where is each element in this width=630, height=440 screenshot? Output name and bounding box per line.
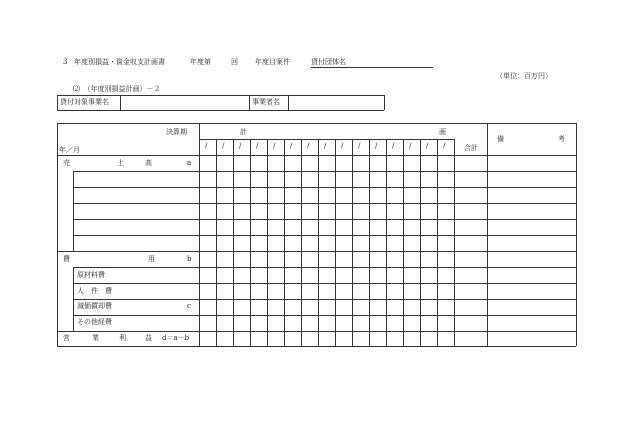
period-value-cell[interactable] [285, 172, 301, 187]
period-value-cell[interactable] [268, 188, 284, 203]
period-value-cell[interactable] [319, 220, 335, 235]
sales-char-3: 高 [145, 159, 152, 167]
period-value-cell[interactable] [353, 300, 369, 315]
total-value-cell[interactable] [455, 284, 487, 299]
op-profit-char-4: 益 [145, 334, 152, 342]
period-value-cell[interactable] [387, 300, 403, 315]
period-value-cell[interactable] [353, 284, 369, 299]
remarks-cell[interactable] [488, 172, 576, 187]
period-value-cell[interactable] [234, 252, 250, 267]
period-value-cell[interactable] [370, 252, 386, 267]
period-value-cell[interactable] [302, 268, 318, 283]
period-value-cell[interactable] [370, 268, 386, 283]
period-value-cell[interactable] [285, 268, 301, 283]
total-label: 合計 [464, 144, 478, 152]
period-value-cell[interactable] [438, 268, 454, 283]
period-mark: / [358, 142, 361, 150]
project-name-field[interactable] [121, 96, 248, 109]
remarks-cell[interactable] [488, 236, 576, 251]
period-value-cell[interactable] [353, 220, 369, 235]
labor-label: 人 件 費 [77, 287, 112, 295]
period-value-cell[interactable] [319, 172, 335, 187]
period-value-cell[interactable] [319, 236, 335, 251]
period-value-cell[interactable] [217, 172, 233, 187]
period-value-cell[interactable] [421, 188, 437, 203]
round-label: 回 [231, 58, 238, 66]
period-value-cell[interactable] [370, 188, 386, 203]
period-value-cell[interactable] [285, 236, 301, 251]
period-value-cell[interactable] [251, 268, 267, 283]
period-value-cell[interactable] [336, 316, 352, 331]
period-value-cell[interactable] [353, 156, 369, 171]
org-name-field[interactable] [311, 59, 433, 68]
period-mark: / [426, 142, 429, 150]
period-value-cell[interactable] [336, 236, 352, 251]
period-value-cell[interactable] [302, 300, 318, 315]
header-split-line [199, 139, 454, 140]
period-value-cell[interactable] [387, 204, 403, 219]
period-value-cell[interactable] [285, 252, 301, 267]
period-value-cell[interactable] [217, 300, 233, 315]
period-value-cell[interactable] [268, 332, 284, 346]
period-value-cell[interactable] [421, 172, 437, 187]
period-label: 決算期 [166, 128, 187, 136]
form-number: 3 [63, 58, 68, 66]
unit-note: （単位：百万円） [496, 72, 552, 80]
period-value-cell[interactable] [234, 332, 250, 346]
period-value-cell[interactable] [251, 156, 267, 171]
sales-char-2: 上 [117, 159, 124, 167]
operator-field[interactable] [289, 96, 383, 109]
period-value-cell[interactable] [404, 268, 420, 283]
remarks-label-right: 考 [558, 135, 565, 143]
period-value-cell[interactable] [200, 236, 216, 251]
period-value-cell[interactable] [200, 188, 216, 203]
period-value-cell[interactable] [319, 204, 335, 219]
period-value-cell[interactable] [302, 236, 318, 251]
period-value-cell[interactable] [370, 220, 386, 235]
table-border-bottom [57, 346, 576, 347]
period-value-cell[interactable] [387, 172, 403, 187]
period-value-cell[interactable] [421, 332, 437, 346]
period-value-cell[interactable] [285, 332, 301, 346]
period-value-cell[interactable] [387, 156, 403, 171]
remarks-cell[interactable] [488, 284, 576, 299]
table-border-top [57, 123, 576, 124]
op-profit-formula: d＝a－b [162, 334, 190, 342]
period-value-cell[interactable] [353, 332, 369, 346]
period-value-cell[interactable] [302, 204, 318, 219]
period-value-cell[interactable] [353, 188, 369, 203]
remarks-cell[interactable] [488, 220, 576, 235]
remarks-label-left: 備 [497, 135, 504, 143]
total-value-cell[interactable] [455, 188, 487, 203]
expense-code: b [187, 255, 192, 263]
remarks-cell[interactable] [488, 252, 576, 267]
period-value-cell[interactable] [234, 188, 250, 203]
period-value-cell[interactable] [421, 268, 437, 283]
period-value-cell[interactable] [319, 188, 335, 203]
period-value-cell[interactable] [200, 332, 216, 346]
remarks-cell[interactable] [488, 332, 576, 346]
total-value-cell[interactable] [455, 300, 487, 315]
period-value-cell[interactable] [370, 172, 386, 187]
period-value-cell[interactable] [421, 300, 437, 315]
period-value-cell[interactable] [251, 284, 267, 299]
period-mark: / [341, 142, 344, 150]
operator-label: 事業者名 [252, 98, 280, 106]
table-border-left [57, 123, 58, 346]
period-value-cell[interactable] [438, 156, 454, 171]
total-value-cell[interactable] [455, 156, 487, 171]
period-value-cell[interactable] [370, 204, 386, 219]
period-value-cell[interactable] [387, 220, 403, 235]
period-value-cell[interactable] [268, 316, 284, 331]
period-value-cell[interactable] [387, 316, 403, 331]
period-value-cell[interactable] [370, 316, 386, 331]
period-value-cell[interactable] [217, 316, 233, 331]
total-value-cell[interactable] [455, 172, 487, 187]
period-value-cell[interactable] [200, 172, 216, 187]
period-value-cell[interactable] [234, 236, 250, 251]
period-value-cell[interactable] [302, 156, 318, 171]
op-profit-char-2: 業 [92, 334, 99, 342]
period-value-cell[interactable] [319, 316, 335, 331]
period-value-cell[interactable] [336, 268, 352, 283]
period-value-cell[interactable] [217, 156, 233, 171]
period-value-cell[interactable] [421, 284, 437, 299]
period-value-cell[interactable] [421, 220, 437, 235]
period-mark: / [205, 142, 208, 150]
total-value-cell[interactable] [455, 252, 487, 267]
period-value-cell[interactable] [234, 284, 250, 299]
period-value-cell[interactable] [251, 172, 267, 187]
period-value-cell[interactable] [438, 204, 454, 219]
period-value-cell[interactable] [200, 268, 216, 283]
period-value-cell[interactable] [387, 236, 403, 251]
period-value-cell[interactable] [251, 188, 267, 203]
total-value-cell[interactable] [455, 268, 487, 283]
period-value-cell[interactable] [336, 156, 352, 171]
period-value-cell[interactable] [285, 220, 301, 235]
period-value-cell[interactable] [234, 268, 250, 283]
form-title: 年度別損益・資金収支計画書 [74, 58, 165, 66]
period-value-cell[interactable] [234, 300, 250, 315]
period-value-cell[interactable] [421, 252, 437, 267]
period-value-cell[interactable] [302, 188, 318, 203]
depreciation-code: c [187, 302, 191, 310]
expense-char-2: 用 [148, 255, 155, 263]
period-value-cell[interactable] [217, 252, 233, 267]
period-value-cell[interactable] [319, 300, 335, 315]
op-profit-char-1: 営 [63, 334, 70, 342]
period-value-cell[interactable] [353, 268, 369, 283]
period-value-cell[interactable] [387, 188, 403, 203]
period-value-cell[interactable] [387, 284, 403, 299]
period-value-cell[interactable] [200, 300, 216, 315]
period-value-cell[interactable] [438, 236, 454, 251]
period-value-cell[interactable] [336, 188, 352, 203]
period-value-cell[interactable] [268, 220, 284, 235]
total-value-cell[interactable] [455, 236, 487, 251]
period-value-cell[interactable] [285, 204, 301, 219]
period-value-cell[interactable] [234, 156, 250, 171]
period-value-cell[interactable] [353, 252, 369, 267]
period-value-cell[interactable] [268, 268, 284, 283]
remarks-cell[interactable] [488, 316, 576, 331]
period-value-cell[interactable] [438, 252, 454, 267]
period-value-cell[interactable] [268, 236, 284, 251]
remarks-cell[interactable] [488, 300, 576, 315]
total-value-cell[interactable] [455, 220, 487, 235]
period-value-cell[interactable] [285, 156, 301, 171]
period-value-cell[interactable] [336, 284, 352, 299]
period-value-cell[interactable] [285, 316, 301, 331]
period-value-cell[interactable] [353, 316, 369, 331]
period-value-cell[interactable] [438, 284, 454, 299]
period-value-cell[interactable] [268, 284, 284, 299]
period-value-cell[interactable] [421, 236, 437, 251]
expense-subrow-indent [73, 267, 74, 331]
period-value-cell[interactable] [438, 220, 454, 235]
period-value-cell[interactable] [302, 252, 318, 267]
period-value-cell[interactable] [387, 252, 403, 267]
period-value-cell[interactable] [319, 332, 335, 346]
materials-label: 原材料費 [77, 271, 105, 279]
period-value-cell[interactable] [404, 172, 420, 187]
period-value-cell[interactable] [404, 156, 420, 171]
plan-label-left: 計 [240, 128, 247, 136]
period-value-cell[interactable] [336, 204, 352, 219]
period-mark: / [273, 142, 276, 150]
plan-label-right: 画 [439, 128, 446, 136]
project-year-label: 年度目案件 [255, 58, 290, 66]
period-value-cell[interactable] [200, 156, 216, 171]
period-value-cell[interactable] [404, 300, 420, 315]
period-value-cell[interactable] [200, 204, 216, 219]
expense-char-1: 費 [63, 255, 70, 263]
period-value-cell[interactable] [302, 284, 318, 299]
period-value-cell[interactable] [268, 252, 284, 267]
period-value-cell[interactable] [438, 316, 454, 331]
period-value-cell[interactable] [370, 236, 386, 251]
period-mark: / [239, 142, 242, 150]
period-mark: / [307, 142, 310, 150]
period-value-cell[interactable] [336, 220, 352, 235]
period-value-cell[interactable] [336, 172, 352, 187]
period-value-cell[interactable] [251, 252, 267, 267]
period-value-cell[interactable] [234, 172, 250, 187]
period-value-cell[interactable] [404, 284, 420, 299]
period-value-cell[interactable] [319, 252, 335, 267]
period-value-cell[interactable] [387, 332, 403, 346]
period-value-cell[interactable] [200, 284, 216, 299]
period-value-cell[interactable] [438, 188, 454, 203]
period-value-cell[interactable] [268, 300, 284, 315]
period-mark: / [324, 142, 327, 150]
sales-code: a [187, 159, 192, 167]
period-value-cell[interactable] [234, 204, 250, 219]
period-value-cell[interactable] [251, 236, 267, 251]
period-mark: / [409, 142, 412, 150]
period-value-cell[interactable] [200, 316, 216, 331]
period-value-cell[interactable] [404, 316, 420, 331]
period-value-cell[interactable] [251, 316, 267, 331]
period-value-cell[interactable] [336, 300, 352, 315]
period-value-cell[interactable] [404, 332, 420, 346]
total-value-cell[interactable] [455, 316, 487, 331]
project-name-label: 貸付対象事業名 [60, 98, 109, 106]
period-value-cell[interactable] [353, 172, 369, 187]
period-value-cell[interactable] [387, 268, 403, 283]
period-value-cell[interactable] [251, 332, 267, 346]
period-value-cell[interactable] [302, 172, 318, 187]
year-month-label: 年／月 [59, 146, 80, 154]
period-value-cell[interactable] [217, 188, 233, 203]
period-value-cell[interactable] [370, 156, 386, 171]
period-value-cell[interactable] [217, 268, 233, 283]
total-value-cell[interactable] [455, 204, 487, 219]
period-value-cell[interactable] [268, 204, 284, 219]
period-value-cell[interactable] [268, 172, 284, 187]
period-value-cell[interactable] [302, 332, 318, 346]
period-mark: / [256, 142, 259, 150]
period-value-cell[interactable] [251, 204, 267, 219]
period-value-cell[interactable] [421, 316, 437, 331]
period-value-cell[interactable] [438, 172, 454, 187]
total-value-cell[interactable] [455, 332, 487, 346]
sales-subrow-indent [73, 171, 74, 251]
period-value-cell[interactable] [353, 236, 369, 251]
period-value-cell[interactable] [404, 188, 420, 203]
period-value-cell[interactable] [421, 156, 437, 171]
sales-char-1: 売 [63, 159, 70, 167]
section-title: ⑵ （年度別損益計画）－２ [73, 85, 161, 93]
period-value-cell[interactable] [217, 284, 233, 299]
remarks-cell[interactable] [488, 156, 576, 171]
period-value-cell[interactable] [404, 204, 420, 219]
period-value-cell[interactable] [438, 332, 454, 346]
period-value-cell[interactable] [217, 220, 233, 235]
period-value-cell[interactable] [217, 204, 233, 219]
period-mark: / [290, 142, 293, 150]
table-border-right [576, 123, 577, 346]
period-value-cell[interactable] [302, 316, 318, 331]
period-mark: / [392, 142, 395, 150]
remarks-cell[interactable] [488, 268, 576, 283]
fiscal-year-label: 年度第 [190, 58, 211, 66]
period-mark: / [222, 142, 225, 150]
period-value-cell[interactable] [251, 300, 267, 315]
period-value-cell[interactable] [234, 220, 250, 235]
period-value-cell[interactable] [336, 252, 352, 267]
period-value-cell[interactable] [285, 188, 301, 203]
period-value-cell[interactable] [353, 204, 369, 219]
period-value-cell[interactable] [336, 332, 352, 346]
period-value-cell[interactable] [319, 268, 335, 283]
period-value-cell[interactable] [319, 284, 335, 299]
period-value-cell[interactable] [404, 236, 420, 251]
remarks-cell[interactable] [488, 204, 576, 219]
period-value-cell[interactable] [370, 300, 386, 315]
period-value-cell[interactable] [319, 156, 335, 171]
period-value-cell[interactable] [200, 252, 216, 267]
period-value-cell[interactable] [217, 236, 233, 251]
op-profit-char-3: 利 [119, 334, 126, 342]
period-value-cell[interactable] [302, 220, 318, 235]
period-value-cell[interactable] [251, 220, 267, 235]
depreciation-label: 減価償却費 [77, 302, 112, 310]
period-value-cell[interactable] [217, 332, 233, 346]
period-value-cell[interactable] [200, 220, 216, 235]
period-value-cell[interactable] [370, 284, 386, 299]
remarks-cell[interactable] [488, 188, 576, 203]
period-value-cell[interactable] [438, 300, 454, 315]
period-mark: / [375, 142, 378, 150]
other-expense-label: その他経費 [77, 318, 112, 326]
period-value-cell[interactable] [268, 156, 284, 171]
period-value-cell[interactable] [234, 316, 250, 331]
period-value-cell[interactable] [370, 332, 386, 346]
period-value-cell[interactable] [404, 220, 420, 235]
org-name-label: 貸付団体名 [311, 58, 346, 66]
period-value-cell[interactable] [404, 252, 420, 267]
period-value-cell[interactable] [421, 204, 437, 219]
period-value-cell[interactable] [285, 300, 301, 315]
period-mark: / [443, 142, 446, 150]
period-value-cell[interactable] [285, 284, 301, 299]
